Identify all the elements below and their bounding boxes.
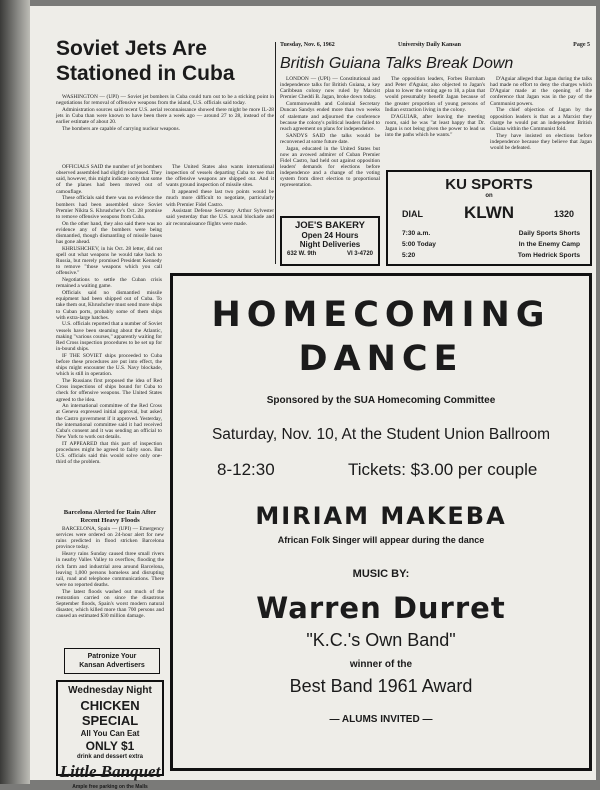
guiana-headline: British Guiana Talks Break Down bbox=[280, 55, 514, 72]
ku-sports-ad bbox=[386, 170, 592, 266]
patronize-line1: Patronize Your bbox=[87, 653, 137, 660]
soviet-para: U.S. officials reported that a number of Soviet vessels have been steaming about the Atlantic, making "various courses," apparently waiting for Red Cross inspection procedures to be set up for in-bound ships. bbox=[56, 321, 162, 353]
dance-title: DANCE bbox=[298, 339, 464, 379]
soviet-para: IF THE SOVIET ships proceeded to Cuba before these procedures are put into effect, the ships might encounter the U.S. Navy blockade, which is still in operation. bbox=[56, 352, 162, 378]
newspaper-page bbox=[30, 6, 596, 790]
chicken-line5: drink and dessert extra bbox=[76, 754, 144, 760]
soviet-para: The Russians first proposed the idea of Red Cross inspections of ships bound for Cuba to check for offensive weapons. The United States agreed to the idea. bbox=[56, 378, 162, 403]
chicken-line3: All You Can Eat bbox=[80, 729, 140, 738]
guiana-para: D'AGUIAR, after leaving the meeting room, said he was "at least happy that Dr. Jagan is not being given the power to lead us into the paths which he wants." bbox=[385, 113, 485, 138]
ku-schedule-row bbox=[402, 239, 580, 250]
chicken-line1: Wednesday Night bbox=[68, 685, 152, 696]
folio-page: Page 5 bbox=[573, 42, 590, 48]
band-tagline: "K.C.'s Own Band" bbox=[306, 630, 456, 650]
chicken-special-ad bbox=[56, 680, 164, 790]
ku-time: 5:20 bbox=[402, 252, 416, 259]
ku-schedule-row bbox=[402, 250, 580, 261]
joes-phone: VI 3-4720 bbox=[346, 251, 373, 257]
band-name: Warren Durret bbox=[256, 591, 506, 625]
soviet-para: It appeared these last two points would be much more difficult to negotiate, particularly with Premier Fidel Castro. bbox=[166, 189, 274, 208]
ku-schedule-row bbox=[402, 228, 580, 239]
ku-show: Tom Hedrick Sports bbox=[517, 252, 580, 259]
guiana-para: Jagan, educated in the United States but now an avowed admirer of Cuban Premier Fidel Castro, had held out against opposition leaders' demands for elections before independence and a change of the voting system from direct election to proportional representation. bbox=[280, 145, 380, 189]
soviet-para: The bombers are capable of carrying nuclear weapons. bbox=[62, 125, 180, 132]
column-rule bbox=[275, 42, 276, 264]
soviet-para: IT APPEARED that this part of inspection procedures might be agreed to fairly soon. But U.S. officials said this would solve only one-third of the problem. bbox=[56, 440, 162, 466]
joes-line2: Night Deliveries bbox=[299, 240, 361, 249]
folio-line bbox=[280, 42, 590, 50]
soviet-para: Administration sources said recent U.S. aerial reconnaissance showed there might be more IL-28 jets in Cuba than were known to have been there a week ago — around 27 to 28, instead of the earlier estimate of about 20. bbox=[56, 106, 274, 126]
when-where-line: Saturday, Nov. 10, At the Student Union Ballroom bbox=[211, 426, 551, 443]
chicken-line2: CHICKEN SPECIAL bbox=[80, 698, 140, 728]
guiana-para: The opposition leaders, Forbes Burnham and Peter d'Aguiar, also objected to Jagan's plan to lower the voting age to 18, a plan that would presumably benefit Jagan because of the greater proportion of young persons of Indian extraction living in the colony. bbox=[385, 76, 485, 113]
award-name: Best Band 1961 Award bbox=[289, 676, 473, 696]
joes-address: 632 W. 9th bbox=[287, 251, 317, 257]
soviet-para: Negotiations to settle the Cuban crisis remained a waiting game. bbox=[56, 277, 162, 290]
soviet-jets-headline: Soviet Jets Are Stationed in Cuba bbox=[56, 37, 235, 85]
homecoming-dance-ad bbox=[170, 273, 592, 771]
ku-sports-on: on bbox=[485, 193, 493, 199]
sponsor-line: Sponsored by the SUA Homecoming Committee bbox=[266, 395, 496, 406]
joes-contact bbox=[282, 251, 378, 257]
ku-station: KLWN bbox=[463, 203, 515, 222]
soviet-para: On the other hand, they also said there was no evidence any of the bombers were being dismantled, though dismantling of missile bases has gone ahead. bbox=[56, 220, 162, 246]
chicken-footer: Ample free parking on the Malls bbox=[72, 784, 148, 790]
soviet-jets-lede bbox=[56, 94, 274, 164]
guiana-col1 bbox=[280, 76, 380, 212]
folio-paper: University Daily Kansan bbox=[398, 42, 462, 48]
folio-date: Tuesday, Nov. 6, 1962 bbox=[280, 42, 335, 48]
patronize-box bbox=[64, 648, 160, 674]
ku-frequency: 1320 bbox=[553, 209, 574, 219]
singer-name: MIRIAM MAKEBA bbox=[255, 502, 507, 530]
ku-time: 7:30 a.m. bbox=[402, 230, 431, 237]
soviet-para: The United States also wants international inspection of vessels departing Cuba to see that the offensive weapons are shipped out. And it wants ground inspection of missile sites. bbox=[166, 164, 274, 189]
guiana-para: D'Aguiar alleged that Jagan during the talks had made no effort to deny the charges which D'Aguiar made at the opening of the conference that Jagan was in the pay of the Communist powers. bbox=[490, 76, 592, 107]
barcelona-para: BARCELONA, Spain — (UPI) — Emergency services were ordered on 24-hour alert for new rains predicted in flood stricken Barcelona province today. bbox=[56, 526, 164, 551]
little-banquet-logo: Little Banquet bbox=[59, 762, 161, 781]
patronize-line2: Kansan Advertisers bbox=[79, 662, 145, 669]
guiana-para: The chief objection of Jagan by the opposition leaders is that as a Marxist they charge he would put an independent British Guiana within the Communist fold. bbox=[490, 107, 592, 132]
soviet-para: WASHINGTON — (UPI) — Soviet jet bombers in Cuba could turn out to be a sticking point in negotiations for removal of offensive weapons from the island, U.S. officials said today. bbox=[56, 94, 274, 107]
chicken-line4: ONLY $1 bbox=[85, 739, 135, 753]
soviet-para: An international committee of the Red Cross at Geneva expressed initial approval, but asked the Castro government if it approved. Yesterday, the international committee said it had received Cuba's consent and it was sending an official to New York to work out details. bbox=[56, 403, 162, 441]
ku-time: 5:00 Today bbox=[402, 241, 436, 248]
joes-bakery-ad bbox=[280, 216, 380, 266]
guiana-para: Commonwealth and Colonial Secretary Duncan Sandys ended more than two weeks of stalemate and adjourned the conference because the colony's political leaders failed to reach agreement on plans for independence. bbox=[280, 101, 380, 132]
ku-schedule bbox=[402, 228, 580, 261]
barcelona-para: The latest floods washed out much of the restoration carried on since the disastrous September floods, Spain's worst modern natural disaster, which killed more than 700 persons and caused an estimated $30 million damage. bbox=[56, 588, 164, 620]
ku-show: In the Enemy Camp bbox=[518, 241, 580, 248]
soviet-para: Assistant Defense Secretary Arthur Sylvester said yesterday that the U.S. naval blockade and air reconnaissance flights were made. bbox=[166, 208, 274, 227]
ticket-price: Tickets: $3.00 per couple bbox=[348, 460, 538, 479]
ku-sports-title: KU SPORTS bbox=[445, 176, 533, 193]
winner-of: winner of the bbox=[349, 659, 413, 670]
newspaper-binding-edge bbox=[0, 0, 30, 784]
guiana-para: LONDON — (UPI) — Constitutional and independence talks for British Guiana, a key Caribbean colony now ruled by Marxist Premier Cheddi B. Jagan, broke down today. bbox=[280, 76, 380, 101]
music-by: MUSIC BY: bbox=[352, 568, 410, 580]
soviet-para: Officials said no dismantled missile equipment had been shipped out of Cuba. To take them out, Khrushchev must send more ships to Cuban ports, probably some of them ships with extra-large hatches. bbox=[56, 290, 162, 321]
barcelona-story bbox=[56, 526, 164, 644]
guiana-col3 bbox=[490, 76, 592, 168]
soviet-para: KHRUSHCHEV, in his Oct. 28 letter, did not spell out what weapons he would take back to Russia, but merely promised President Kennedy to remove "those weapons which you call offensive." bbox=[56, 245, 162, 277]
ku-show: Daily Sports Shorts bbox=[518, 230, 580, 237]
joes-name: JOE'S BAKERY bbox=[294, 220, 365, 231]
joes-line1: Open 24 Hours bbox=[301, 231, 359, 240]
dance-time: 8-12:30 bbox=[217, 460, 275, 479]
soviet-para: OFFICIALS SAID the number of jet bombers observed assembled had slightly increased. They said, however, this might indicate only that some of the planes had been moved out of camouflage. bbox=[56, 164, 162, 195]
alums-invited: — ALUMS INVITED — bbox=[329, 714, 433, 725]
time-ticket-row bbox=[173, 460, 589, 484]
soviet-para: These officials said there was no evidence the bombers had been assembled since Soviet Premier Nikita S. Khrushchev's Oct. 28 promise to remove offensive weapons from Cuba. bbox=[56, 195, 162, 220]
barcelona-para: Heavy rains Sunday caused three small rivers in nearby Valles Valley to overflow, flooding the rich farm and industrial area around Barcelona, leaving 1,000 persons homeless and disrupting rail, road and telephone communications. There were no reported deaths. bbox=[56, 551, 164, 588]
singer-note: African Folk Singer will appear during the dance bbox=[277, 535, 485, 545]
ku-dial: DIAL bbox=[402, 209, 423, 219]
barcelona-headline: Barcelona Alerted for Rain After Recent Heavy Floods bbox=[63, 509, 157, 524]
guiana-para: They have insisted on elections before independence because they believe that Jagan would be defeated. bbox=[490, 132, 592, 151]
soviet-jets-col2 bbox=[166, 164, 274, 280]
guiana-para: SANDYS SAID the talks would be reconvened at some future date. bbox=[280, 132, 380, 145]
guiana-col2 bbox=[385, 76, 485, 168]
homecoming-title: HOMECOMING bbox=[211, 295, 551, 335]
soviet-jets-col1 bbox=[56, 164, 162, 506]
